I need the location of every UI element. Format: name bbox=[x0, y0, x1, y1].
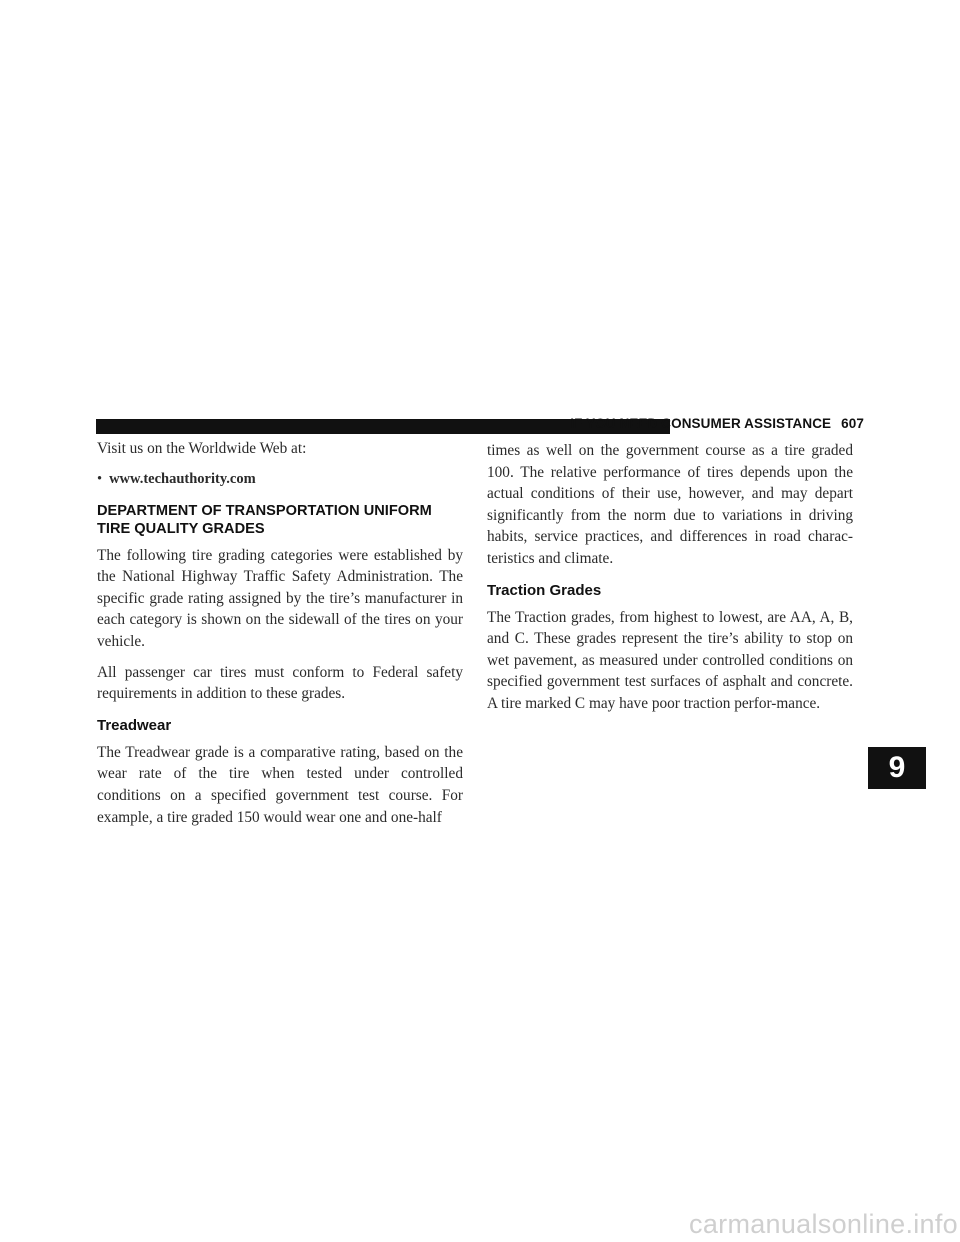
grading-paragraph: The following tire grading categories were established by the National Highway Traffic Safety Administration. The specific grade rating assigned by the tire’s manufacturer in each category is shown on the sidewall of the tires on your vehicle. bbox=[97, 546, 463, 650]
intro-text: Visit us on the Worldwide Web at: bbox=[97, 440, 307, 457]
bullet-dot: • bbox=[97, 470, 103, 487]
website-link[interactable]: www.techauthority.com bbox=[109, 470, 256, 487]
left-column bbox=[97, 438, 463, 828]
website-bullet bbox=[97, 469, 463, 490]
traction-heading: Traction Grades bbox=[487, 581, 602, 599]
running-header bbox=[0, 416, 864, 431]
page-number: 607 bbox=[841, 416, 864, 431]
traction-paragraph: The Traction grades, from highest to lowest, are AA, A, B, and C. These grades represent the tire’s ability to stop on wet pavement, as measured under controlled conditions on specified government test surfaces of asphalt and concrete. A tire marked C may have poor traction perfor-mance. bbox=[487, 608, 853, 712]
watermark: carmanualsonline.info bbox=[689, 1209, 958, 1239]
section-heading-line2: TIRE QUALITY GRADES bbox=[97, 521, 265, 538]
safety-paragraph: All passenger car tires must conform to Federal safety requirements in addition to these grades. bbox=[97, 663, 463, 703]
chapter-tab: 9 bbox=[868, 747, 926, 789]
treadwear-paragraph: The Treadwear grade is a comparative rating, based on the wear rate of the tire when tested under controlled conditions on a specified government test course. For example, a tire graded 150 would wear one and one-half bbox=[97, 743, 463, 826]
right-column bbox=[487, 440, 853, 715]
section-heading-line1: DEPARTMENT OF TRANSPORTATION UNIFORM bbox=[97, 502, 432, 519]
running-header-title: IF YOU NEED CONSUMER ASSISTANCE bbox=[570, 416, 832, 431]
treadwear-heading: Treadwear bbox=[97, 716, 172, 734]
section-heading bbox=[97, 502, 463, 539]
treadwear-continued-paragraph: times as well on the government course as a tire graded 100. The relative performance of tires depends upon the actual conditions of their use, however, and may depart significantly from the norm due to variations in driving habits, service practices, and differences in road charac-teristics and climate. bbox=[487, 442, 853, 567]
